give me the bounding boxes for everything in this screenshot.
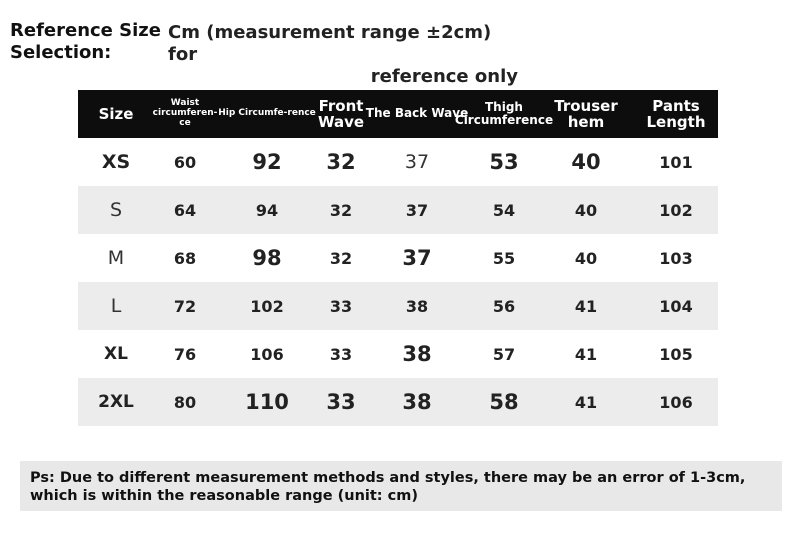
cell-front-wave: 33 xyxy=(326,390,356,414)
cell-size: M xyxy=(107,247,125,269)
cell-front-wave: 33 xyxy=(329,344,353,364)
cell-waist: 60 xyxy=(173,152,197,172)
cell-pants-length: 106 xyxy=(659,392,693,412)
cell-hip: 102 xyxy=(250,296,284,316)
cell-thigh: 55 xyxy=(492,248,516,268)
cell-hip: 94 xyxy=(255,200,279,220)
cell-size: L xyxy=(110,295,122,317)
cell-waist: 68 xyxy=(173,248,197,268)
cell-front-wave: 33 xyxy=(329,296,353,316)
cell-hip: 110 xyxy=(245,390,289,414)
cell-trouser-hem: 40 xyxy=(574,248,598,268)
size-chart-table xyxy=(78,90,718,426)
cell-waist: 64 xyxy=(173,200,197,220)
cell-back-wave: 38 xyxy=(402,342,432,366)
cell-trouser-hem: 40 xyxy=(571,150,601,174)
cell-hip: 98 xyxy=(252,246,282,270)
header-size: Size xyxy=(98,104,134,123)
cell-size: XS xyxy=(101,151,131,173)
cell-thigh: 57 xyxy=(492,344,516,364)
measurement-note-line2: reference only xyxy=(370,66,518,87)
table-row xyxy=(78,234,718,282)
reference-title-line1: Reference Size xyxy=(10,20,161,41)
cell-size: S xyxy=(109,199,123,221)
table-row xyxy=(78,378,718,426)
cell-thigh: 53 xyxy=(489,150,519,174)
cell-trouser-hem: 41 xyxy=(574,392,598,412)
measurement-note-line1: Cm (measurement range ±2cm) for xyxy=(168,22,492,65)
cell-pants-length: 104 xyxy=(659,296,693,316)
table-row xyxy=(78,282,718,330)
cell-size: XL xyxy=(104,344,128,364)
table-row xyxy=(78,186,718,234)
table-header xyxy=(78,90,718,138)
cell-waist: 76 xyxy=(173,344,197,364)
header-pants-length: Pants Length xyxy=(646,96,706,131)
header-hip: Hip Circumfe-rence xyxy=(218,108,316,119)
cell-size: 2XL xyxy=(98,392,134,412)
cell-back-wave: 37 xyxy=(402,246,432,270)
cell-thigh: 56 xyxy=(492,296,516,316)
table-row xyxy=(78,138,718,186)
cell-pants-length: 102 xyxy=(659,200,693,220)
cell-waist: 72 xyxy=(173,296,197,316)
cell-front-wave: 32 xyxy=(329,200,353,220)
header-trouser-hem: Trouser hem xyxy=(554,96,618,131)
cell-front-wave: 32 xyxy=(326,150,356,174)
footer-note: Ps: Due to different measurement methods and styles, there may be an error of 1-3cm, which is within the reasonable range (unit: cm) xyxy=(20,461,782,511)
cell-thigh: 58 xyxy=(489,390,519,414)
header-back-wave: The Back Wave xyxy=(365,106,469,121)
cell-back-wave: 38 xyxy=(405,296,429,316)
cell-back-wave: 38 xyxy=(402,390,432,414)
reference-title xyxy=(10,20,161,64)
cell-hip: 92 xyxy=(252,150,282,174)
cell-waist: 80 xyxy=(173,392,197,412)
reference-title-line2: Selection: xyxy=(10,42,112,63)
cell-back-wave: 37 xyxy=(405,200,429,220)
cell-pants-length: 101 xyxy=(659,152,693,172)
cell-trouser-hem: 41 xyxy=(574,344,598,364)
cell-hip: 106 xyxy=(250,344,284,364)
cell-thigh: 54 xyxy=(492,200,516,220)
header-waist: Waist circumferen-ce xyxy=(152,98,218,128)
cell-trouser-hem: 40 xyxy=(574,200,598,220)
cell-pants-length: 103 xyxy=(659,248,693,268)
header-thigh: Thigh Circumference xyxy=(454,99,554,127)
cell-front-wave: 32 xyxy=(329,248,353,268)
header-front-wave: Front Wave xyxy=(317,96,365,131)
cell-pants-length: 105 xyxy=(659,344,693,364)
table-row xyxy=(78,330,718,378)
measurement-note xyxy=(168,22,518,88)
cell-back-wave: 37 xyxy=(404,151,430,173)
cell-trouser-hem: 41 xyxy=(574,296,598,316)
